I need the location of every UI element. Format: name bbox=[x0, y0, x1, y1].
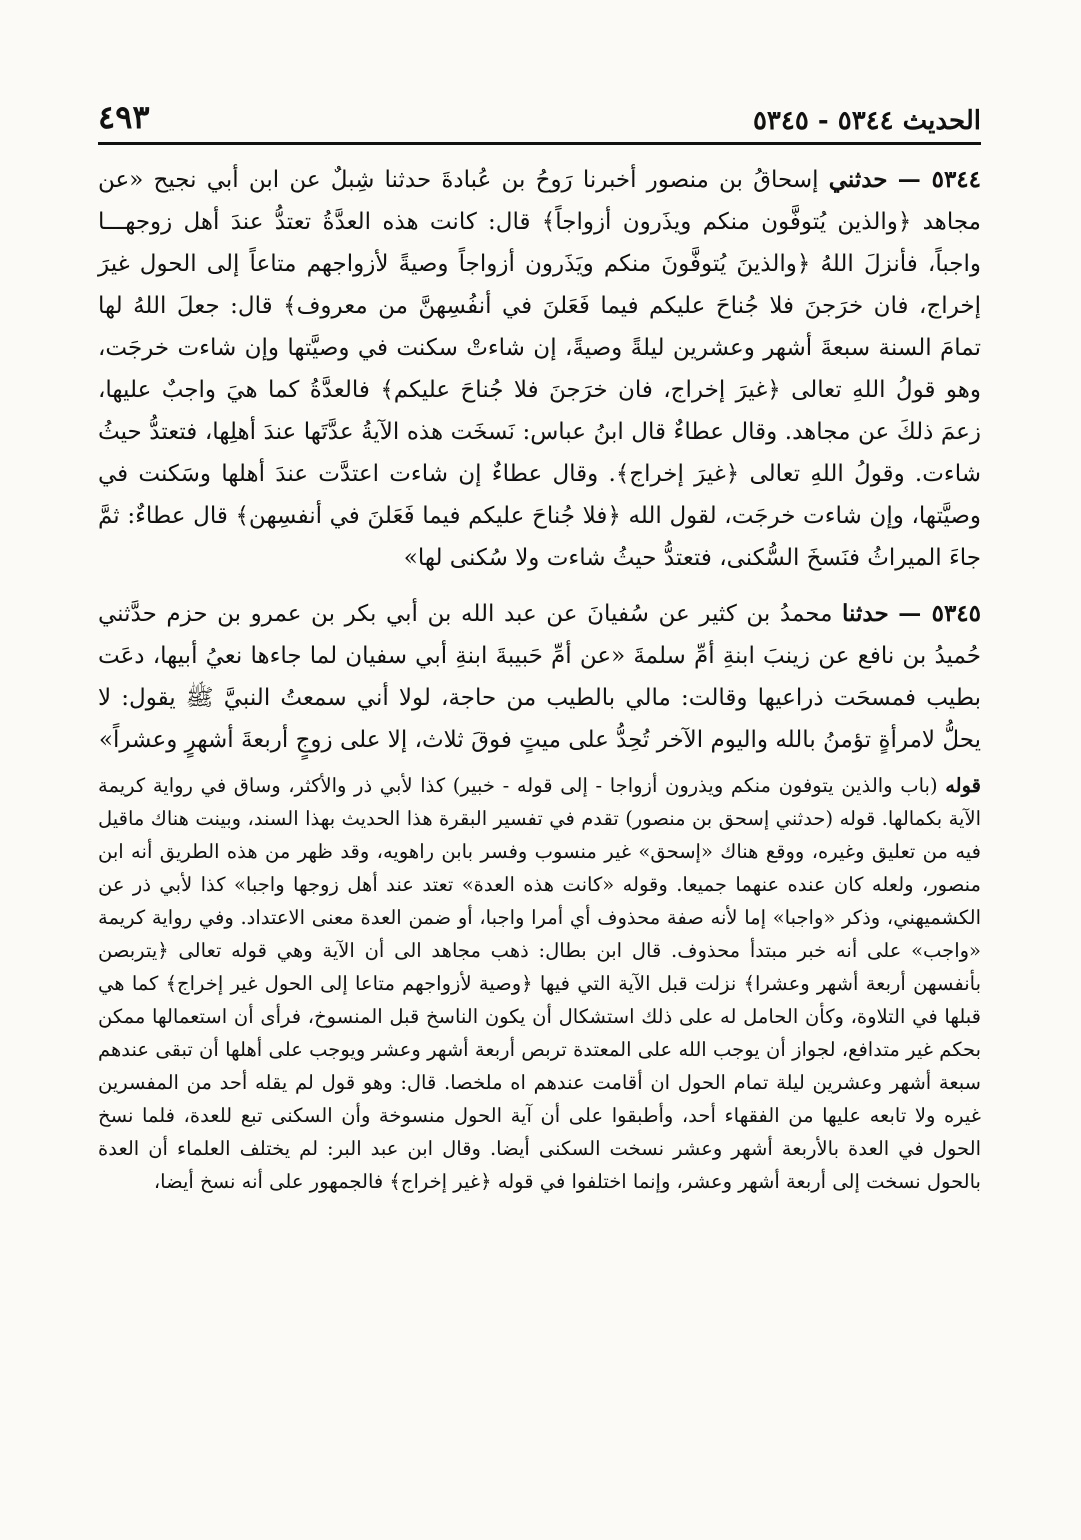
commentary-lead: قوله bbox=[945, 774, 981, 797]
hadith-5345-number: ٥٣٤٥ — bbox=[898, 600, 982, 627]
commentary-paragraph bbox=[98, 769, 981, 1198]
commentary-section bbox=[98, 769, 981, 1198]
hadith-5344-paragraph bbox=[98, 159, 981, 579]
hadith-5344 bbox=[98, 159, 981, 579]
hadith-5345-paragraph bbox=[98, 593, 981, 761]
hadith-5344-text: إسحاقُ بن منصور أخبرنا رَوحُ بن عُبادةَ حدثنا شِبلٌ عن ابن أبي نجيح «عن مجاهد ﴿والذين يُتوفَّون منكم ويذَرون أزواجاً﴾ قال: كانت هذه العدَّةُ تعتدُّ عندَ أهل زوجهـــا واجباً، فأنزلَ اللهُ ﴿والذينَ يُتوفَّونَ منكم ويَذَرون أزواجاً وصيةً لأزواجهم متاعاً إلى الحول غيرَ إخراج، فان خرَجنَ فلا جُناحَ عليكم فيما فَعَلنَ في أنفُسِهنَّ من معروف﴾ قال: جعلَ اللهُ لها تمامَ السنة سبعةَ أشهر وعشرين ليلةً وصيةً، إن شاءتْ سكنت في وصيَّتها وإن شاءت خرجَت، وهو قولُ اللهِ تعالى ﴿غيرَ إخراج، فان خرَجنَ فلا جُناحَ عليكم﴾ فالعدَّةُ كما هيَ واجبٌ عليها، زعمَ ذلكَ عن مجاهد. وقال عطاءٌ قال ابنُ عباس: نَسخَت هذه الآيةُ عدَّتَها عندَ أهلِها، فتعتدُّ حيثُ شاءت. وقولُ اللهِ تعالى ﴿غيرَ إخراج﴾. وقال عطاءٌ إن شاءت اعتدَّت عندَ أهلها وسَكنت في وصيَّتها، وإن شاءت خرجَت، لقول الله ﴿فلا جُناحَ عليكم فيما فَعَلنَ في أنفسِهن﴾ قال عطاءٌ: ثمَّ جاءَ الميراثُ فنَسخَ السُّكنى، فتعتدُّ حيثُ شاءت ولا سُكنى لها» bbox=[98, 167, 981, 571]
header-rule bbox=[98, 142, 981, 145]
hadith-5345-text: محمدُ بن كثير عن سُفيانَ عن عبد الله بن أبي بكر بن عمرو بن حزم حدَّثني حُميدُ بن نافع عن زينبَ ابنةِ أمِّ سلمةَ «عن أمِّ حَبيبةَ ابنةِ أبي سفيان لما جاءها نعيُ أبيها، دعَت بطيب فمسحَت ذراعيها وقالت: مالي بالطيب من حاجة، لولا أني سمعتُ النبيَّ ﷺ يقول: لا يحلُّ لامرأةٍ تؤمنُ بالله واليوم الآخر تُحِدُّ على ميتٍ فوقَ ثلاث، إلا على زوجٍ أربعةَ أشهرٍ وعشراً» bbox=[98, 601, 981, 753]
hadith-5344-lead: حدثني bbox=[828, 166, 888, 193]
page-header bbox=[98, 96, 981, 136]
hadith-5345-lead: حدثنا bbox=[842, 600, 889, 627]
hadith-5344-number: ٥٣٤٤ — bbox=[897, 166, 982, 193]
running-title: الحديث ٥٣٤٤ - ٥٣٤٥ bbox=[752, 106, 981, 136]
page-number: ٤٩٣ bbox=[98, 98, 150, 136]
hadith-5345 bbox=[98, 593, 981, 761]
commentary-text: (باب والذين يتوفون منكم ويذرون أزواجا - إلى قوله - خبير) كذا لأبي ذر والأكثر، وساق في رواية كريمة الآية بكمالها. قوله (حدثني إسحق بن منصور) تقدم في تفسير البقرة هذا الحديث بهذا السند، وبينت هناك ماقيل فيه من تعليق وغيره، ووقع هناك «إسحق» غير منسوب وفسر بابن راهويه، وقد ظهر من هذه الطريق أنه ابن منصور، ولعله كان عنده عنهما جميعا. وقوله «كانت هذه العدة» تعتد عند أهل زوجها واجبا» كذا لأبي ذر عن الكشميهني، وذكر «واجبا» إما لأنه صفة محذوف أي أمرا واجبا، أو ضمن العدة معنى الاعتداد. وفي رواية كريمة «واجب» على أنه خبر مبتدأ محذوف. قال ابن بطال: ذهب مجاهد الى أن الآية وهي قوله تعالى ﴿يتربصن بأنفسهن أربعة أشهر وعشرا﴾ نزلت قبل الآية التي فيها ﴿وصية لأزواجهم متاعا إلى الحول غير إخراج﴾ كما هي قبلها في التلاوة، وكأن الحامل له على ذلك استشكال أن يكون الناسخ قبل المنسوخ، فرأى أن استعمالها ممكن بحكم غير متدافع، لجواز أن يوجب الله على المعتدة تربص أربعة أشهر وعشر ويوجب على أهلها أن تبقى عندهم سبعة أشهر وعشرين ليلة تمام الحول ان أقامت عندهم اه ملخصا. قال: وهو قول لم يقله أحد من المفسرين غيره ولا تابعه عليها من الفقهاء أحد، وأطبقوا على أن آية الحول منسوخة وأن السكنى تبع للعدة، فلما نسخ الحول في العدة بالأربعة أشهر وعشر نسخت السكنى أيضا. وقال ابن عبد البر: لم يختلف العلماء أن العدة بالحول نسخت إلى أربعة أشهر وعشر، وإنما اختلفوا في قوله ﴿غير إخراج﴾ فالجمهور على أنه نسخ أيضا، bbox=[98, 774, 981, 1193]
